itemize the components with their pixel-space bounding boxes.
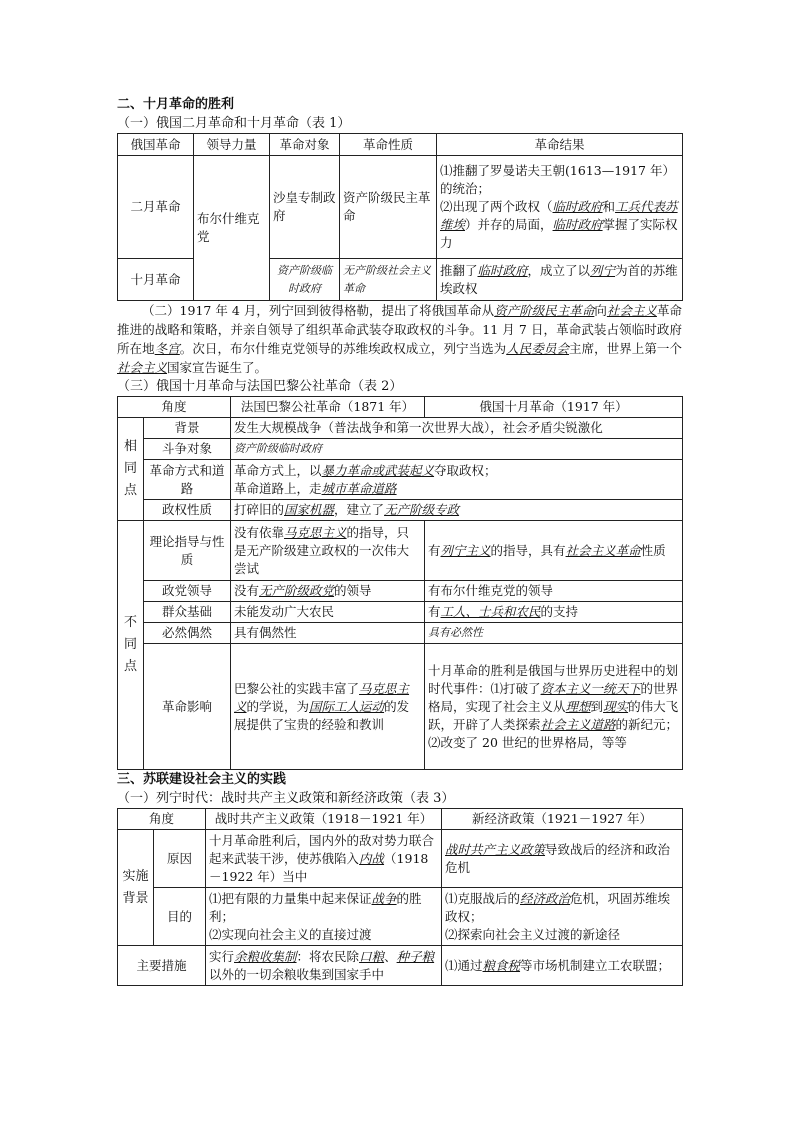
cell [442,946,683,986]
table-header: 法国巴黎公社革命（1871 年） [231,397,425,418]
cell: 有布尔什维克党的领导 [425,581,683,602]
text-fragment: 现实 [603,698,629,714]
cell: 沙皇专制政府 [270,156,340,259]
text-fragment: 战时共产主义政策 [445,841,546,857]
table-header: 角度 [118,397,231,418]
text-fragment: 没有依靠 [234,524,285,540]
row-label: 理论指导与性质 [144,521,231,581]
text-fragment: 经济政治 [520,890,571,906]
text-fragment: 冬宫 [154,341,180,356]
section-title: 二、十月革命的胜利 [117,97,235,112]
text-fragment: 有 [428,542,441,558]
row-label: 主要措施 [118,946,206,986]
row-label: 原因 [154,830,206,888]
row-label: 二月革命 [118,156,194,259]
table-header: 俄国革命 [118,134,194,156]
text-fragment: 导致战后的经济和政治危机 [445,841,671,875]
text-fragment: 向 [594,303,607,318]
text-fragment: ⑴把有限的力量集中起来保证 [209,890,372,906]
text-fragment: 临时政府 [477,262,528,278]
text-fragment: 口粮 [359,948,385,964]
table-header: 革命对象 [270,134,340,156]
text-fragment: （1918－1922 年）当中 [209,850,429,884]
text-fragment: ⑴克服战后的 [445,890,521,906]
subsection-title: （一）俄国二月革命和十月革命（表 1） [117,116,351,131]
cell [206,830,442,888]
text-fragment: 的伟大飞跃，开辟了人类探索 [428,698,679,732]
text-fragment: 暴力革命或武装起义 [321,462,435,478]
text-fragment: 人民委员会 [506,341,570,356]
table-header: 俄国十月革命（1917 年） [425,397,683,418]
text: ⑵实现向社会主义的直接过渡 [209,926,372,942]
text-fragment: 巴黎公社的实践丰富了 [234,680,360,696]
table-header: 新经济政策（1921－1927 年） [442,809,683,830]
text-fragment: 危机，巩固苏维埃政权； [445,890,671,924]
cell: 资产阶级临时政府 [231,439,683,460]
text-fragment: 十月革命的胜利是俄国与世界历史进程中的划时代事件：⑴打破了 [428,662,679,696]
text-fragment: 到 [590,698,604,714]
table-2 [117,396,683,770]
cell: 资产阶级临时政府 [270,259,340,301]
text-fragment: 的支持 [540,604,579,619]
text-fragment: 的指导，具有 [490,542,566,558]
text-fragment: 马克思主义 [234,680,410,714]
cell [231,521,425,581]
text-fragment: 的领导 [334,583,372,598]
text-fragment: 为首的苏维埃政权 [440,262,678,296]
table-3 [117,808,683,986]
cell [206,888,442,946]
text-fragment: 。次日，布尔什维克党领导的苏维埃政权成立，列宁当选为 [179,341,507,356]
text-fragment: 资产阶级民主革命 [494,303,595,318]
text-fragment: ⑵出现了两个政权（ [440,199,553,214]
text-fragment: 的发展提供了宝贵的经验和教训 [234,698,410,732]
text-fragment: 临时政府 [552,217,603,232]
text-fragment: 国家宣告诞生了。 [167,360,268,375]
cell [425,521,683,581]
cell [442,830,683,888]
row-label: 革命影响 [144,644,231,770]
cell: 无产阶级社会主义革命 [340,259,437,301]
text-fragment: ）并存的局面， [465,217,553,232]
text-fragment: 掌握了实际权力 [440,217,678,250]
cell [231,644,425,770]
text-fragment: 的世界格局，实现了社会主义从 [428,680,679,714]
text-fragment: 推翻了 [440,262,478,278]
text-fragment: 工人、士兵和农民 [440,604,541,619]
cell: 发生大规模战争（普法战争和第一次世界大战），社会矛盾尖锐激化 [231,418,683,439]
text [209,890,438,926]
group-label: 实施背景 [118,830,154,946]
text-fragment: 国际工人运动 [309,698,385,714]
text-fragment: 等市场机制建立工农联盟； [520,957,671,973]
text [440,198,679,252]
text-fragment: 革命道路上，走 [234,480,322,496]
cell [425,644,683,770]
section-title: 三、苏联建设社会主义的实践 [117,772,287,787]
text [234,462,679,480]
text-fragment: ：将农民除 [296,948,360,964]
text-fragment: 革命方式上，以 [234,462,322,478]
text-fragment: 社会主义 [117,360,168,375]
table-header: 角度 [118,809,206,830]
row-label: 背景 [144,418,231,439]
subsection-title: （三）俄国十月革命与法国巴黎公社革命（表 2） [117,379,403,394]
row-label: 革命方式和道路 [144,460,231,500]
cell [442,888,683,946]
text-fragment: 和 [602,199,616,214]
cell: 具有偶然性 [231,623,425,644]
text-fragment: 主席，世界上第一个 [569,341,682,356]
text-fragment: 没有 [234,583,260,598]
text-fragment: 以外的一切余粮收集到国家手中 [209,966,385,982]
row-label: 目的 [154,888,206,946]
text-fragment: 内战 [359,850,385,866]
text-fragment: 有 [428,604,441,619]
row-label: 群众基础 [144,602,231,623]
table-header: 革命结果 [437,134,683,156]
row-label: 政权性质 [144,500,231,521]
subsection-title: （一）列宁时代：战时共产主义政策和新经济政策（表 3） [117,791,455,806]
cell [206,946,442,986]
text-fragment: 种子粮 [396,948,435,964]
text-fragment: ，成立了以 [527,262,591,278]
text-fragment: 粮食税 [482,957,521,973]
text-fragment: 无产阶级专政 [384,502,460,517]
text-fragment: 革命推进的战略和策略，并亲自领导了组织革命武装夺取政权的斗争。11 月 7 日，革命武装占领临时政府所在地 [117,303,682,356]
text-fragment: 工兵代表苏维埃 [440,199,678,232]
text-fragment: 夺取政权； [434,462,497,478]
cell [231,460,683,500]
text-fragment: 的指导，只是无产阶级建立政权的一次伟大尝试 [234,524,410,576]
row-label: 必然偶然 [144,623,231,644]
text-fragment: 余粮收集制 [234,948,297,964]
row-label: 斗争对象 [144,439,231,460]
text-fragment: 城市革命道路 [321,480,397,496]
text-fragment: 战争 [371,890,397,906]
cell [231,581,425,602]
table-1 [117,133,683,301]
text-fragment: 、 [384,948,397,964]
text-fragment: 社会主义道路 [540,716,616,732]
cell [437,259,683,301]
cell [437,156,683,259]
group-label: 不同点 [118,521,144,770]
text-fragment: ，建立了 [334,502,385,517]
text-fragment: （二）1917 年 4 月，列宁回到彼得格勒，提出了将俄国革命从 [142,303,495,318]
cell: 具有必然性 [425,623,683,644]
row-label: 政党领导 [144,581,231,602]
text-fragment: 列宁 [590,262,616,278]
table-header: 战时共产主义政策（1918－1921 年） [206,809,442,830]
row-label: 十月革命 [118,259,194,301]
text [445,890,679,926]
text-fragment: 的胜利； [209,890,422,924]
cell [231,500,683,521]
text-fragment: 实行 [209,948,235,964]
document-page [117,95,682,986]
text-fragment: 资本主义一统天下 [540,680,641,696]
cell [425,602,683,623]
text: ⑴推翻了罗曼诺夫王朝(1613—1917 年）的统治； [440,163,675,196]
text-fragment: 临时政府 [552,199,603,214]
table-header: 领导力量 [194,134,270,156]
text-fragment: 十月革命胜利后，国内外的敌对势力联合起来武装干涉，使苏俄陷入 [209,832,435,866]
text-fragment: 打碎旧的 [234,502,285,517]
text-fragment: 社会主义革命 [565,542,641,558]
text-fragment: 马克思主义 [284,524,347,540]
text-fragment: 的新纪元；⑵改变了 20 世纪的世界格局，等等 [428,716,679,750]
text-fragment: ⑴通过 [445,957,483,973]
table-header: 革命性质 [340,134,437,156]
leader-cell: 布尔什维克党 [194,156,270,301]
text-fragment: 理想 [565,698,591,714]
text: ⑵探索向社会主义过渡的新途径 [445,926,621,942]
text-fragment: 社会主义 [606,303,657,318]
group-label: 相同点 [118,418,144,521]
cell: 未能发动广大农民 [231,602,425,623]
text-fragment: 无产阶级政党 [259,583,335,598]
paragraph [117,301,682,377]
text-fragment: 的学说，为 [246,698,310,714]
text-fragment: 列宁主义 [440,542,491,558]
text-fragment: 国家机器 [284,502,335,517]
cell: 资产阶级民主革命 [340,156,437,259]
text-fragment: 性质 [640,542,666,558]
text [234,480,679,498]
